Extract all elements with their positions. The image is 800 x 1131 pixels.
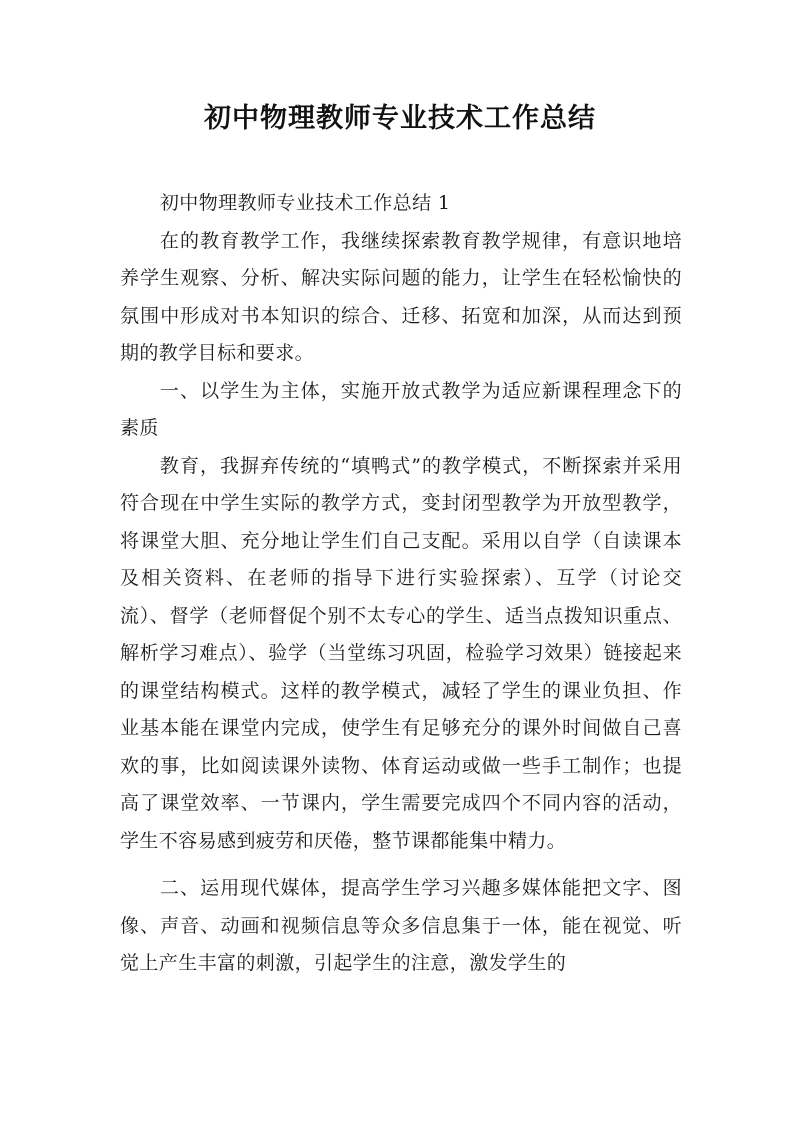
- body-paragraph: 一、以学生为主体，实施开放式教学为适应新课程理念下的素质: [120, 379, 682, 439]
- document-body: [120, 185, 682, 983]
- body-paragraph: 二、运用现代媒体，提高学生学习兴趣多媒体能把文字、图像、声音、动画和视频信息等众多信息集于一体，能在视觉、听觉上产生丰富的刺激，引起学生的注意，激发学生的: [120, 877, 682, 974]
- document-title: 初中物理教师专业技术工作总结: [204, 103, 596, 134]
- section-heading: 初中物理教师专业技术工作总结 1: [159, 192, 451, 214]
- body-paragraph: 教育，我摒弃传统的“填鸭式”的教学模式，不断探索并采用符合现在中学生实际的教学方式，变封闭型教学为开放型教学，将课堂大胆、充分地让学生们自己支配。采用以自学（自读课本及相关资料、在老师的指导下进行实验探索）、互学（讨论交流）、督学（老师督促个别不太专心的学生、适当点拨知识重点、解析学习难点）、验学（当堂练习巩固，检验学习效果）链接起来的课堂结构模式。这样的教学模式，减轻了学生的课业负担、作业基本能在课堂内完成，使学生有足够充分的课外时间做自己喜欢的事，比如阅读课外读物、体育运动或做一些手工制作；也提高了课堂效率、一节课内，学生需要完成四个不同内容的活动，学生不容易感到疲劳和厌倦，整节课都能集中精力。: [120, 454, 682, 852]
- body-paragraph: 在的教育教学工作，我继续探索教育教学规律，有意识地培养学生观察、分析、解决实际问题的能力，让学生在轻松愉快的氛围中形成对书本知识的综合、迁移、拓宽和加深，从而达到预期的教学目标和要求。: [120, 229, 682, 364]
